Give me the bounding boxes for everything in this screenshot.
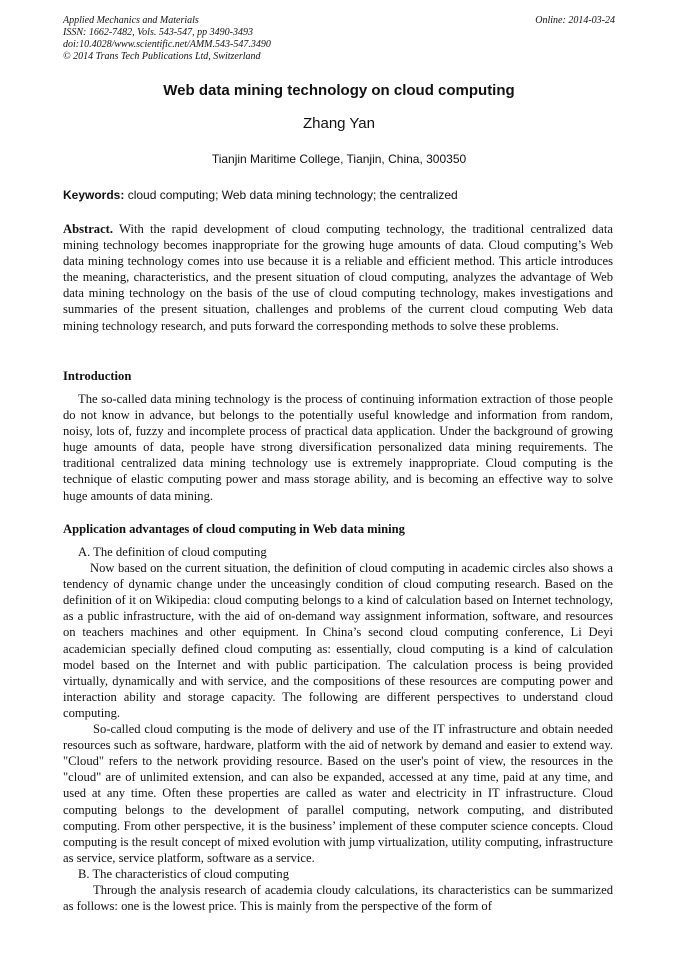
keywords-text: cloud computing; Web data mining technology; the centralized: [124, 188, 458, 202]
author-affiliation: Tianjin Maritime College, Tianjin, China, 300350: [211, 152, 467, 166]
abstract: [63, 221, 613, 334]
abstract-text: With the rapid development of cloud computing technology, the traditional centralized data mining technology becomes inappropriate for the growing huge amounts of data. Cloud computing’s Web data mining technology comes into use because it is a reliable and efficient method. This article introduces the meaning, characteristics, and the present situation of cloud computing, analyzes the advantage of Web data mining technology on the basis of the use of cloud computing technology, makes investigations and summaries of the present situation, challenges and problems of the current cloud computing Web data mining technology research, and puts forward the corresponding methods to solve these problems.: [63, 222, 613, 333]
subsection-b-paragraph-1: Through the analysis research of academia cloudy calculations, its characteristics can be summarized as follows: one is the lowest price. This is mainly from the perspective of the form of: [63, 882, 613, 914]
journal-name: Applied Mechanics and Materials: [63, 15, 199, 26]
journal-copyright: © 2014 Trans Tech Publications Ltd, Switzerland: [63, 51, 261, 62]
journal-header: [63, 15, 271, 63]
keywords-label: Keywords:: [63, 188, 125, 202]
subsection-a-paragraph-1: Now based on the current situation, the definition of cloud computing in academic circles also shows a tendency of dynamic change under the unceasingly condition of cloud computing research. Based on the definition of it on Wikipedia: cloud computing belongs to a kind of calculation based on Internet technology, as a public infrastructure, with the aid of on-demand way assignment information, software, and resources on teachers machines and other equipment. In China’s second cloud computing conference, Li Deyi academician specially defined cloud computing as: essentially, cloud computing is a kind of calculation model based on the Internet and with public participation. The calculation process is being provided virtually, dynamically and with service, and the compositions of these resources are computing power and interaction ability and storage capacity. The following are different perspectives to understand cloud computing.: [63, 561, 613, 720]
online-date: Online: 2014-03-24: [535, 15, 615, 26]
section2-heading: Application advantages of cloud computing in Web data mining: [63, 522, 405, 536]
section2-body: [63, 544, 613, 914]
abstract-paragraph: [63, 221, 613, 334]
journal-doi: doi:10.4028/www.scientific.net/AMM.543-547.3490: [63, 39, 271, 50]
journal-issn: ISSN: 1662-7482, Vols. 543-547, pp 3490-3493: [63, 27, 253, 38]
introduction-body: [63, 391, 613, 504]
subsection-b-heading: B. The characteristics of cloud computing: [78, 866, 290, 881]
paper-title: Web data mining technology on cloud computing: [163, 82, 515, 99]
author-name: Zhang Yan: [302, 115, 375, 132]
introduction-heading: Introduction: [63, 369, 132, 383]
abstract-label: Abstract.: [63, 222, 114, 236]
introduction-paragraph: The so-called data mining technology is the process of continuing information extraction of those people do not know in advance, but belongs to the potentially useful knowledge and information from random, noisy, lots of, fuzzy and incomplete process of practical data application. Under the background of growing huge amounts of data, people have strong diversification personalized data mining requirements. The traditional centralized data mining technology use is extremely inappropriate. Cloud computing is the technique of elastic computing power and mass storage ability, and is becoming an effective way to solve huge amounts of data mining.: [63, 392, 613, 503]
subsection-a-heading: A. The definition of cloud computing: [78, 545, 267, 559]
subsection-a-paragraph-2: So-called cloud computing is the mode of delivery and use of the IT infrastructure and obtain needed resources such as software, hardware, platform with the aid of network by demand and easier to extend way. "Cloud" refers to the network providing resource. Based on the user's point of view, the resources in the "cloud" are of unlimited extension, and can also be expanded, accessed at any time, paid at any time, and used at any time. Often these properties are called as water and electricity in IT infrastructure. Cloud computing belongs to the development of parallel computing, network computing, and distributed computing. From other perspective, it is the business’ implement of these computer science concepts. Cloud computing is the result concept of mixed evolution with jump virtualization, utility computing, infrastructure as service, service platform, software as a service.: [63, 722, 613, 865]
keywords: [63, 188, 458, 202]
